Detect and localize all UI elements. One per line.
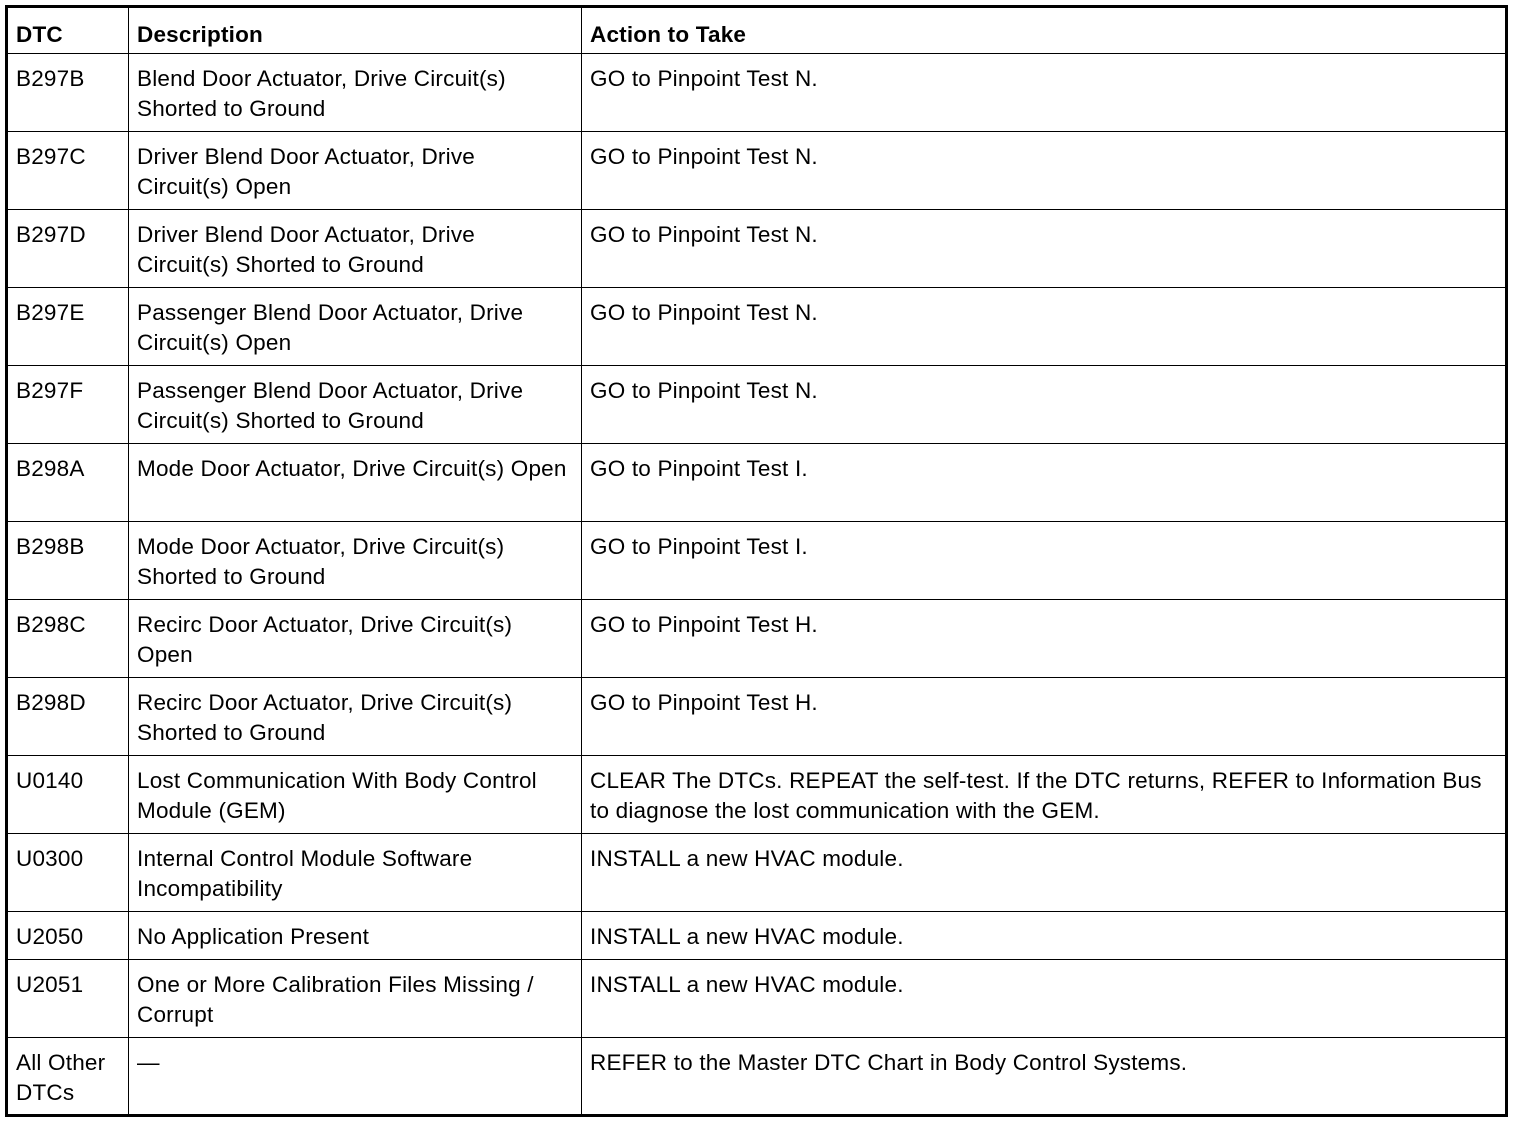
dtc-code: B297C <box>7 132 129 210</box>
dtc-description: Mode Door Actuator, Drive Circuit(s) Shorted to Ground <box>129 522 582 600</box>
table-row <box>7 54 1507 132</box>
dtc-action: GO to Pinpoint Test N. <box>582 54 1507 132</box>
dtc-description: Passenger Blend Door Actuator, Drive Circuit(s) Shorted to Ground <box>129 366 582 444</box>
dtc-action: CLEAR The DTCs. REPEAT the self-test. If the DTC returns, REFER to Information Bus to diagnose the lost communication with the GEM. <box>582 756 1507 834</box>
header-description: Description <box>129 7 582 54</box>
dtc-action: INSTALL a new HVAC module. <box>582 834 1507 912</box>
dtc-description: — <box>129 1038 582 1116</box>
dtc-code: B297F <box>7 366 129 444</box>
table-row <box>7 756 1507 834</box>
dtc-code: B298A <box>7 444 129 522</box>
dtc-action: INSTALL a new HVAC module. <box>582 912 1507 960</box>
dtc-description: Driver Blend Door Actuator, Drive Circuit(s) Open <box>129 132 582 210</box>
dtc-code: B297E <box>7 288 129 366</box>
table-row <box>7 210 1507 288</box>
header-action: Action to Take <box>582 7 1507 54</box>
dtc-code: B297D <box>7 210 129 288</box>
table-row <box>7 678 1507 756</box>
dtc-action: GO to Pinpoint Test H. <box>582 678 1507 756</box>
table-row <box>7 366 1507 444</box>
dtc-description: Driver Blend Door Actuator, Drive Circuit(s) Shorted to Ground <box>129 210 582 288</box>
table-row <box>7 600 1507 678</box>
dtc-description: Passenger Blend Door Actuator, Drive Circuit(s) Open <box>129 288 582 366</box>
dtc-description: Recirc Door Actuator, Drive Circuit(s) Shorted to Ground <box>129 678 582 756</box>
table-row <box>7 288 1507 366</box>
dtc-code: B297B <box>7 54 129 132</box>
dtc-table <box>5 5 1508 1117</box>
dtc-action: GO to Pinpoint Test I. <box>582 444 1507 522</box>
dtc-code: U2050 <box>7 912 129 960</box>
table-row <box>7 1038 1507 1116</box>
dtc-action: INSTALL a new HVAC module. <box>582 960 1507 1038</box>
table-row <box>7 444 1507 522</box>
dtc-description: Internal Control Module Software Incompatibility <box>129 834 582 912</box>
dtc-description: Mode Door Actuator, Drive Circuit(s) Open <box>129 444 582 522</box>
table-row <box>7 132 1507 210</box>
table-row <box>7 960 1507 1038</box>
dtc-description: One or More Calibration Files Missing / Corrupt <box>129 960 582 1038</box>
dtc-description: No Application Present <box>129 912 582 960</box>
dtc-code: All Other DTCs <box>7 1038 129 1116</box>
table-header-row <box>7 7 1507 54</box>
dtc-action: GO to Pinpoint Test N. <box>582 210 1507 288</box>
dtc-code: B298B <box>7 522 129 600</box>
dtc-action: GO to Pinpoint Test N. <box>582 366 1507 444</box>
dtc-action: GO to Pinpoint Test I. <box>582 522 1507 600</box>
dtc-description: Lost Communication With Body Control Module (GEM) <box>129 756 582 834</box>
dtc-action: GO to Pinpoint Test H. <box>582 600 1507 678</box>
dtc-code: U0140 <box>7 756 129 834</box>
dtc-code: B298D <box>7 678 129 756</box>
dtc-code: U2051 <box>7 960 129 1038</box>
table-row <box>7 522 1507 600</box>
table-row <box>7 834 1507 912</box>
dtc-action: GO to Pinpoint Test N. <box>582 288 1507 366</box>
dtc-code: U0300 <box>7 834 129 912</box>
table-row <box>7 912 1507 960</box>
dtc-description: Recirc Door Actuator, Drive Circuit(s) Open <box>129 600 582 678</box>
header-dtc: DTC <box>7 7 129 54</box>
dtc-description: Blend Door Actuator, Drive Circuit(s) Shorted to Ground <box>129 54 582 132</box>
dtc-code: B298C <box>7 600 129 678</box>
dtc-action: REFER to the Master DTC Chart in Body Control Systems. <box>582 1038 1507 1116</box>
dtc-action: GO to Pinpoint Test N. <box>582 132 1507 210</box>
